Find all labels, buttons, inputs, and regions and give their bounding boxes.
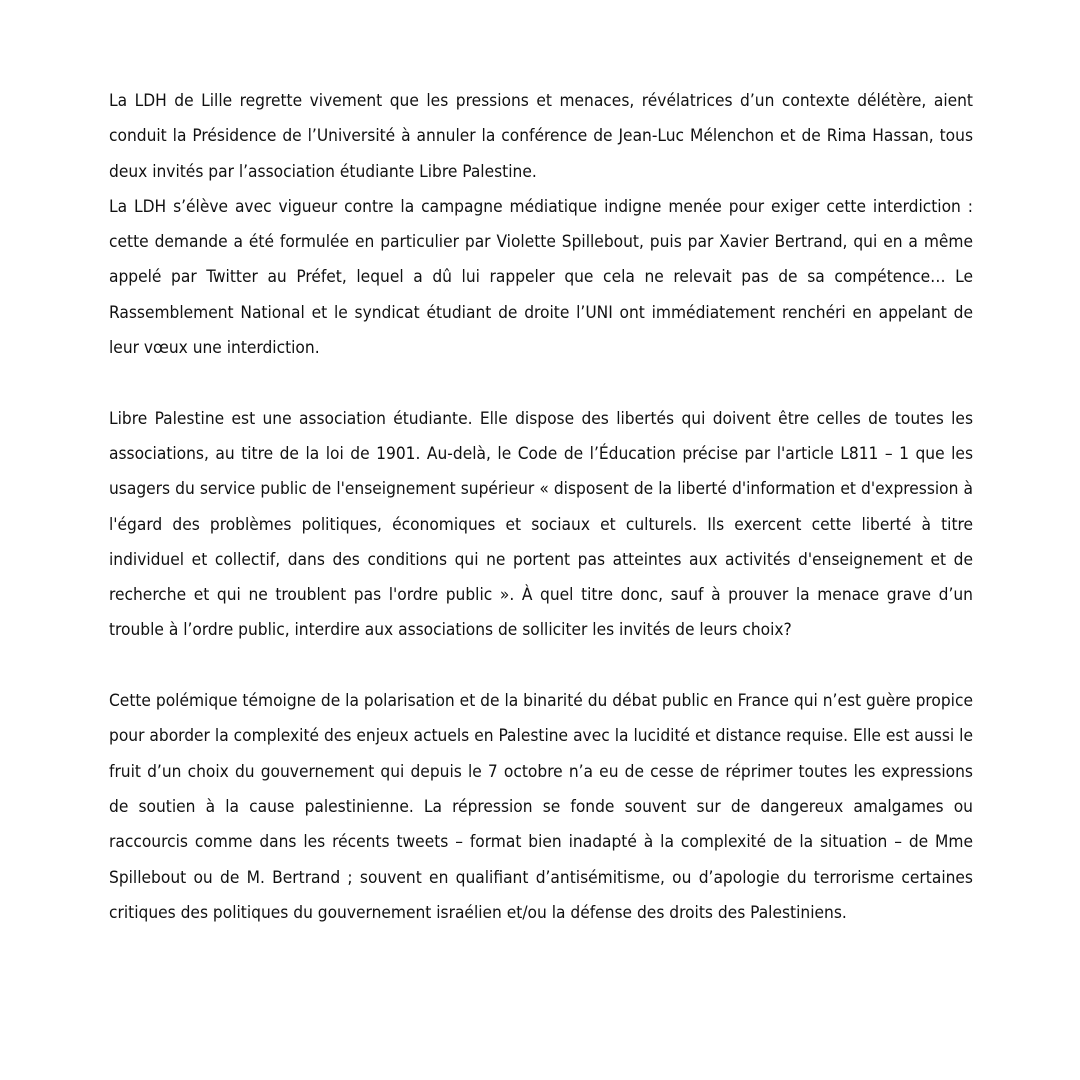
paragraph-polarisation: Cette polémique témoigne de la polarisation et de la binarité du débat public en France qui n’est guère propice pour aborder la complexité des enjeux actuels en Palestine avec la lucidité et distance requise. Elle est aussi le fruit d’un choix du gouvernement qui depuis le 7 octobre n’a eu de cesse de réprimer toutes les expressions de soutien à la cause palestinienne. La répression se fonde souvent sur de dangereux amalgames ou raccourcis comme dans les récents tweets – format bien inadapté à la complexité de la situation – de Mme Spillebout ou de M. Bertrand ; souvent en qualifiant d’antisémitisme, ou d’apologie du terrorisme certaines critiques des politiques du gouvernement israélien et/ou la défense des droits des Palestiniens. [109,691,973,923]
paragraph-spacer [109,366,973,401]
paragraph-cancellation-regret: La LDH de Lille regrette vivement que les pressions et menaces, révélatrices d’un contexte délétère, aient conduit la Présidence de l’Université à annuler la conférence de Jean-Luc Mélenchon et de Rima Hassan, tous deux invités par l’association étudiante Libre Palestine. [109,91,973,182]
paragraph-association-rights: Libre Palestine est une association étudiante. Elle dispose des libertés qui doivent être celles de toutes les associations, au titre de la loi de 1901. Au-delà, le Code de l’Éducation précise par l'article L811 – 1 que les usagers du service public de l'enseignement supérieur « disposent de la liberté d'information et d'expression à l'égard des problèmes politiques, économiques et sociaux et culturels. Ils exercent cette liberté à titre individuel et collectif, dans des conditions qui ne portent pas atteintes aux activités d'enseignement et de recherche et qui ne troublent pas l'ordre public ». À quel titre donc, sauf à prouver la menace grave d’un trouble à l’ordre public, interdire aux associations de solliciter les invités de leurs choix? [109,408,973,641]
paragraph-media-campaign: La LDH s’élève avec vigueur contre la campagne médiatique indigne menée pour exiger cette interdiction : cette demande a été formulée en particulier par Violette Spillebout, puis par Xavier Bertrand, qui en a même appelé par Twitter au Préfet, lequel a dû lui rappeler que cela ne relevait pas de sa compétence… Le Rassemblement National et le syndicat étudiant de droite l’UNI ont immédiatement renchéri en appelant de leur vœux une interdiction. [109,196,973,359]
paragraph-spacer [109,649,973,684]
statement-text-block [109,84,973,931]
